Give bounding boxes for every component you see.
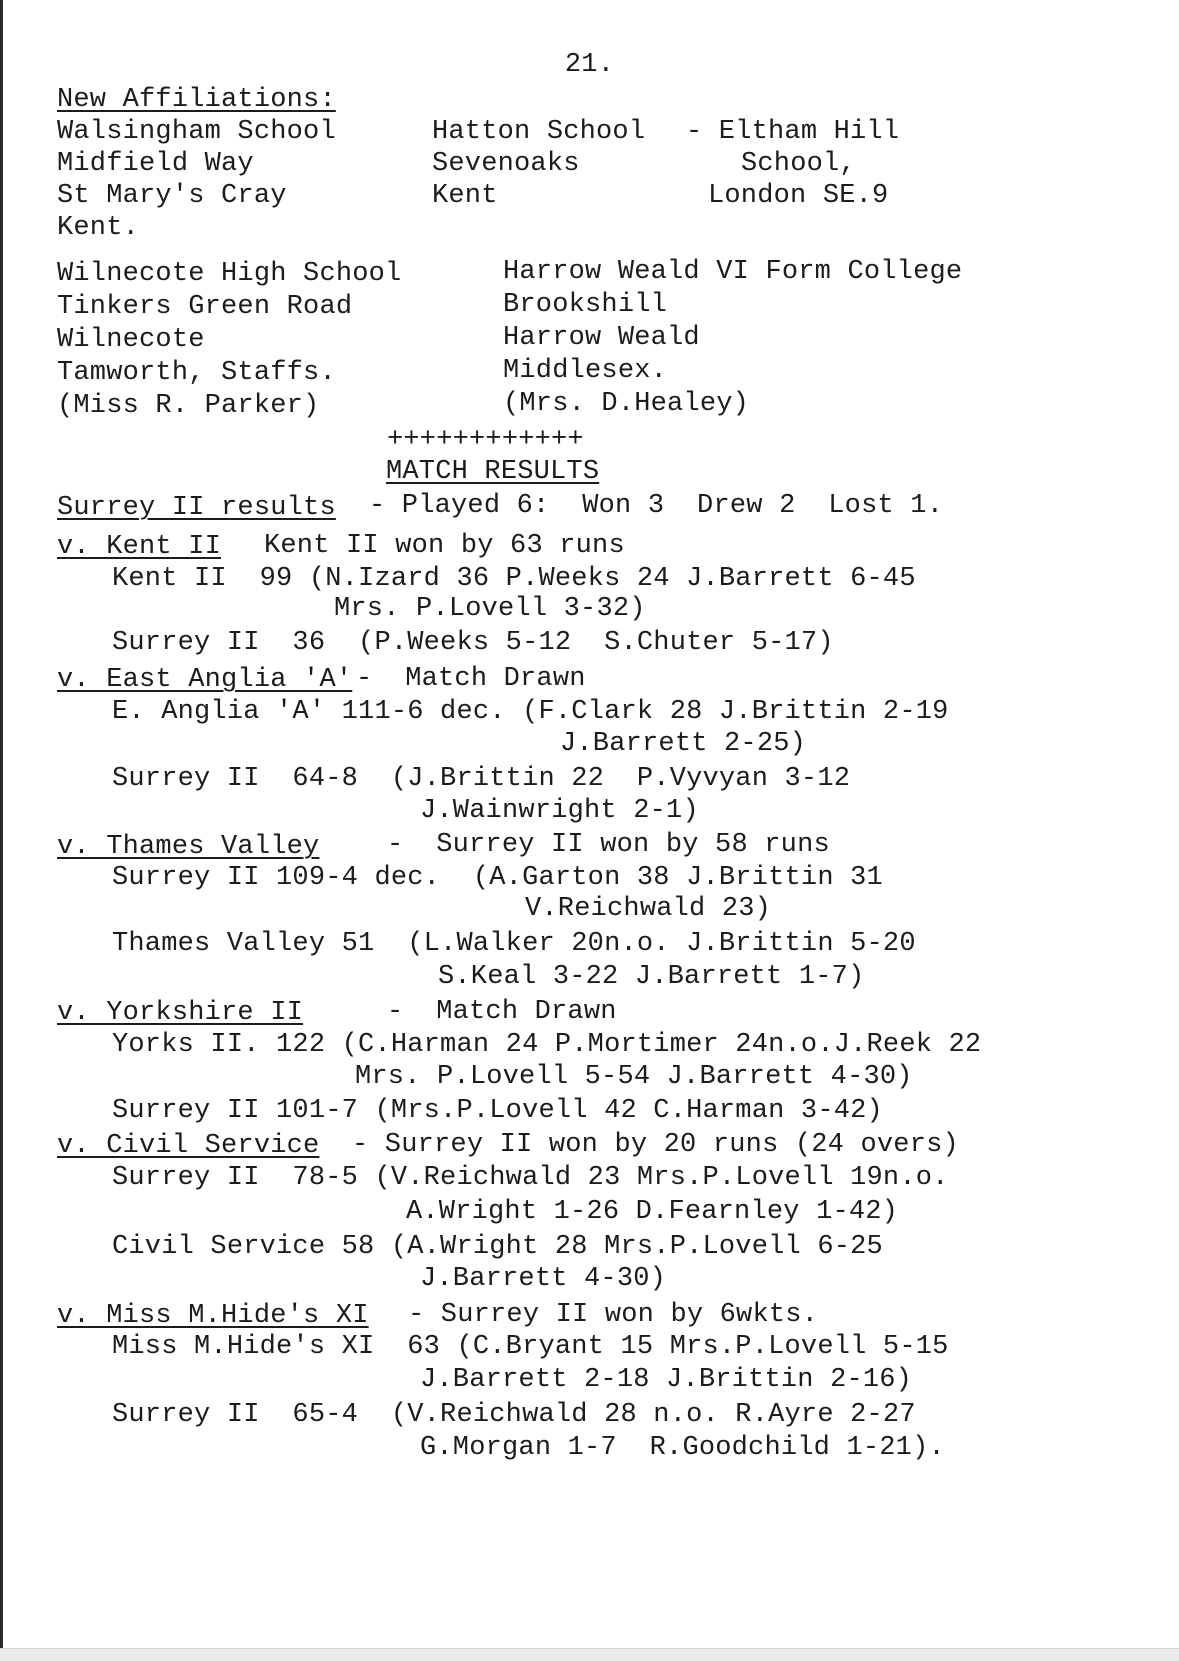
results-heading: MATCH RESULTS — [386, 457, 600, 487]
match-score-line: V.Reichwald 23) — [525, 894, 772, 924]
match-outcome: - Surrey II won by 58 runs — [387, 830, 830, 860]
affiliation-line: Tinkers Green Road — [57, 292, 353, 322]
match-score-line: Surrey II 36 (P.Weeks 5-12 S.Chuter 5-17) — [112, 628, 834, 658]
affiliation-line: School, — [741, 149, 856, 179]
match-score-line: Surrey II 101-7 (Mrs.P.Lovell 42 C.Harman 3-42) — [112, 1096, 883, 1126]
affiliation-line: Harrow Weald — [503, 323, 700, 353]
affiliation-line: Wilnecote High School — [57, 259, 402, 289]
summary-label: Surrey II results — [57, 493, 336, 523]
match-score-line: Mrs. P.Lovell 3-32) — [334, 594, 646, 624]
match-score-line: A.Wright 1-26 D.Fearnley 1-42) — [406, 1197, 899, 1227]
match-opponent: v. Kent II — [57, 532, 222, 562]
match-score-line: S.Keal 3-22 J.Barrett 1-7) — [438, 962, 865, 992]
page-number: 21. — [564, 50, 615, 80]
match-score-line: Civil Service 58 (A.Wright 28 Mrs.P.Lovell 6-25 — [112, 1232, 883, 1262]
match-score-line: Mrs. P.Lovell 5-54 J.Barrett 4-30) — [355, 1062, 913, 1092]
affiliation-line: St Mary's Cray — [57, 181, 287, 211]
match-outcome: Kent II won by 63 runs — [264, 531, 625, 561]
match-outcome: - Surrey II won by 20 runs (24 overs) — [352, 1130, 959, 1160]
affiliation-line: - Eltham Hill — [686, 117, 900, 147]
match-score-line: E. Anglia 'A' 111-6 dec. (F.Clark 28 J.Brittin 2-19 — [112, 697, 949, 727]
match-score-line: G.Morgan 1-7 R.Goodchild 1-21). — [420, 1433, 945, 1463]
affiliations-heading: New Affiliations: — [57, 85, 336, 115]
affiliation-line: Kent. — [57, 213, 140, 243]
match-score-line: Kent II 99 (N.Izard 36 P.Weeks 24 J.Barrett 6-45 — [112, 564, 916, 594]
affiliation-line: Walsingham School — [57, 117, 336, 147]
match-opponent: v. Miss M.Hide's XI — [57, 1301, 369, 1331]
affiliation-line: (Miss R. Parker) — [57, 391, 320, 421]
affiliation-line: Hatton School — [432, 117, 646, 147]
match-score-line: Surrey II 109-4 dec. (A.Garton 38 J.Brittin 31 — [112, 863, 883, 893]
match-opponent: v. Thames Valley — [57, 832, 320, 862]
affiliation-line: (Mrs. D.Healey) — [503, 389, 750, 419]
affiliation-line: Wilnecote — [57, 325, 205, 355]
match-score-line: Surrey II 65-4 (V.Reichwald 28 n.o. R.Ayre 2-27 — [112, 1400, 916, 1430]
match-outcome: - Surrey II won by 6wkts. — [408, 1300, 819, 1330]
match-score-line: J.Wainwright 2-1) — [420, 796, 699, 826]
match-score-line: Surrey II 64-8 (J.Brittin 22 P.Vyvyan 3-12 — [112, 764, 851, 794]
affiliation-line: Sevenoaks — [432, 149, 580, 179]
affiliation-line: Midfield Way — [57, 149, 254, 179]
match-opponent: v. Yorkshire II — [57, 998, 304, 1028]
affiliation-line: London SE.9 — [708, 181, 889, 211]
affiliation-line: Harrow Weald VI Form College — [503, 257, 963, 287]
match-score-line: J.Barrett 2-18 J.Brittin 2-16) — [420, 1365, 913, 1395]
affiliation-line: Kent — [432, 181, 498, 211]
match-score-line: Yorks II. 122 (C.Harman 24 P.Mortimer 24n.o.J.Reek 22 — [112, 1030, 982, 1060]
match-opponent: v. Civil Service — [57, 1131, 320, 1161]
affiliation-line: Middlesex. — [503, 356, 668, 386]
summary-text: - Played 6: Won 3 Drew 2 Lost 1. — [369, 491, 944, 521]
match-score-line: J.Barrett 4-30) — [420, 1264, 667, 1294]
match-score-line: J.Barrett 2-25) — [560, 729, 807, 759]
affiliation-line: Brookshill — [503, 290, 668, 320]
match-outcome: - Match Drawn — [356, 664, 586, 694]
match-score-line: Miss M.Hide's XI 63 (C.Bryant 15 Mrs.P.Lovell 5-15 — [112, 1332, 949, 1362]
match-score-line: Surrey II 78-5 (V.Reichwald 23 Mrs.P.Lovell 19n.o. — [112, 1163, 949, 1193]
page-left-edge — [0, 0, 3, 1660]
match-outcome: - Match Drawn — [387, 997, 617, 1027]
match-score-line: Thames Valley 51 (L.Walker 20n.o. J.Brittin 5-20 — [112, 929, 916, 959]
page-bottom-edge — [0, 1648, 1179, 1661]
match-opponent: v. East Anglia 'A' — [57, 665, 353, 695]
separator: ++++++++++++ — [387, 425, 584, 455]
affiliation-line: Tamworth, Staffs. — [57, 358, 336, 388]
